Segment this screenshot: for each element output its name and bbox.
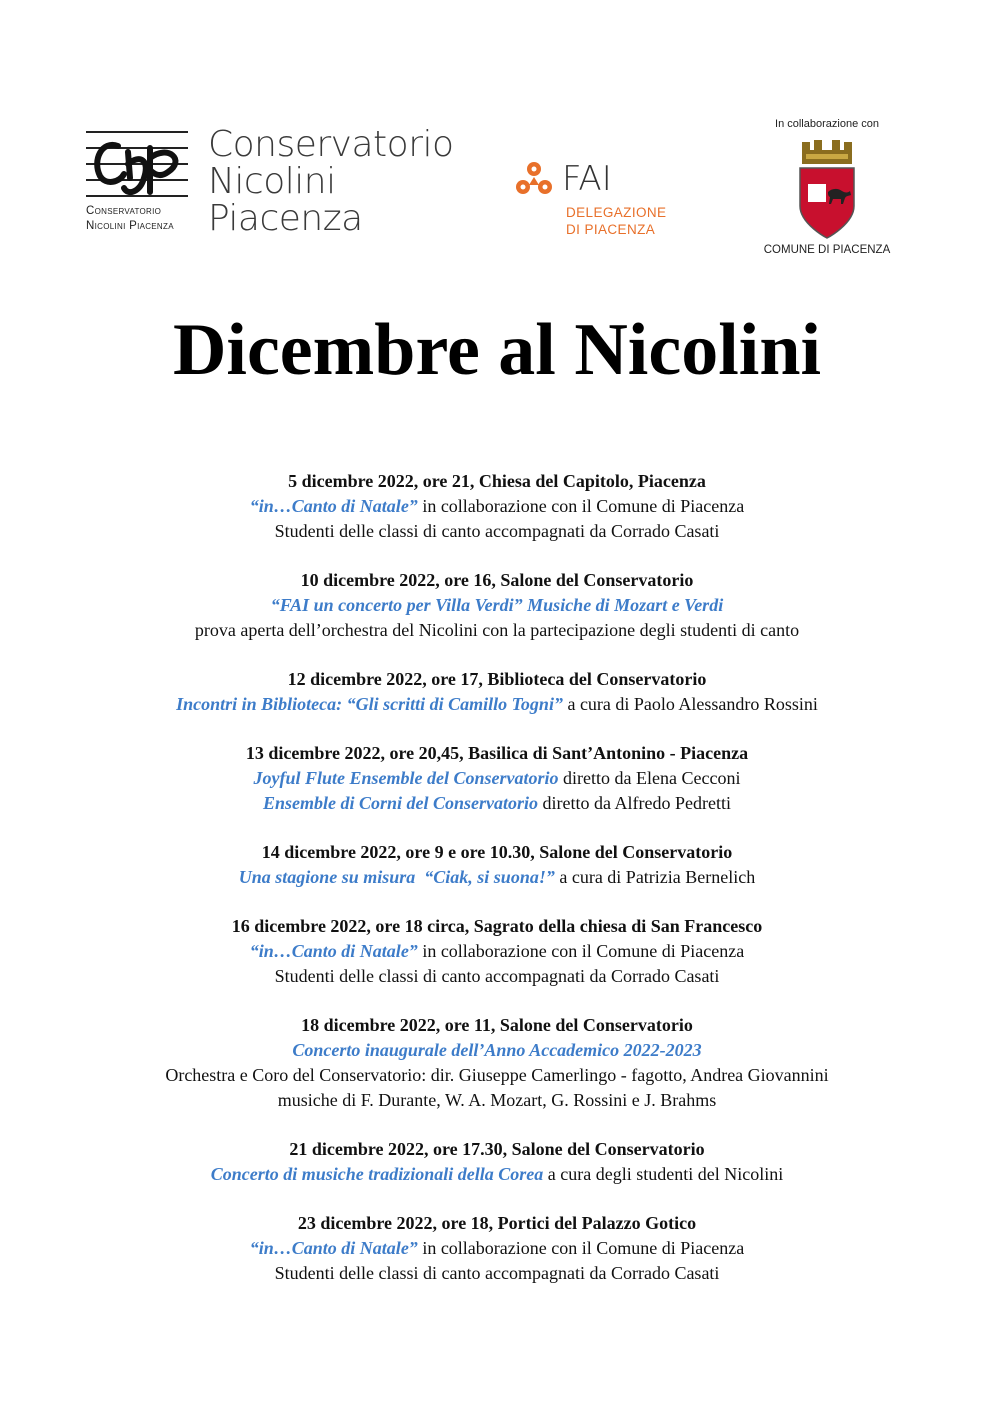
event-highlight: “in…Canto di Natale” — [249, 496, 418, 516]
event-heading: 12 dicembre 2022, ore 17, Biblioteca del Conservatorio — [287, 669, 707, 689]
collaboration-label: In collaborazione con — [775, 118, 879, 130]
event-heading: 10 dicembre 2022, ore 16, Salone del Conservatorio — [300, 570, 694, 590]
event-line — [40, 692, 954, 717]
event-text: a cura di Patrizia Bernelich — [554, 867, 756, 887]
event-line: prova aperta dell’orchestra del Nicolini con la partecipazione degli studenti di canto — [194, 620, 800, 640]
event-item — [40, 840, 954, 890]
event-line: Studenti delle classi di canto accompagnati da Corrado Casati — [274, 1263, 720, 1283]
fai-logo — [514, 160, 694, 240]
event-text: diretto da Alfredo Pedretti — [538, 793, 731, 813]
event-line: musiche di F. Durante, W. A. Mozart, G. Rossini e J. Brahms — [277, 1090, 717, 1110]
event-highlight: Concerto inaugurale dell’Anno Accademico 2022-2023 — [292, 1040, 702, 1060]
fai-delegation — [566, 204, 666, 238]
event-heading: 14 dicembre 2022, ore 9 e ore 10.30, Salone del Conservatorio — [261, 842, 733, 862]
event-highlight: Concerto di musiche tradizionali della Corea — [210, 1164, 544, 1184]
event-highlight: “in…Canto di Natale” — [249, 1238, 418, 1258]
event-line — [40, 1236, 954, 1261]
conservatorio-name-line-3: Piacenza — [208, 198, 363, 239]
comune-crest-icon — [794, 136, 860, 244]
fai-delegation-line-1: DELEGAZIONE — [566, 205, 667, 220]
conservatorio-name — [208, 126, 454, 237]
event-highlight: Incontri in Biblioteca: “Gli scritti di Camillo Togni” — [176, 694, 563, 714]
event-item — [40, 1211, 954, 1286]
event-item — [40, 1137, 954, 1187]
event-line — [40, 865, 954, 890]
event-line: Orchestra e Coro del Conservatorio: dir. Giuseppe Camerlingo - fagotto, Andrea Giovannini — [165, 1065, 829, 1085]
comune-logo — [752, 116, 902, 266]
event-text: a cura di Paolo Alessandro Rossini — [562, 694, 818, 714]
event-highlight: Joyful Flute Ensemble del Conservatorio — [253, 768, 559, 788]
conservatorio-small-line-2: Nicolini Piacenza — [86, 220, 174, 232]
event-highlight: “in…Canto di Natale” — [249, 941, 418, 961]
event-heading: 5 dicembre 2022, ore 21, Chiesa del Capitolo, Piacenza — [288, 471, 706, 491]
event-line: Studenti delle classi di canto accompagnati da Corrado Casati — [274, 521, 720, 541]
event-heading: 18 dicembre 2022, ore 11, Salone del Conservatorio — [301, 1015, 693, 1035]
comune-name: COMUNE DI PIACENZA — [763, 244, 891, 256]
event-text: in collaborazione con il Comune di Piacenza — [417, 496, 745, 516]
event-text: in collaborazione con il Comune di Piacenza — [417, 941, 745, 961]
event-text: diretto da Elena Cecconi — [558, 768, 741, 788]
event-highlight: “FAI un concerto per Villa Verdi” Musiche di Mozart e Verdi — [270, 595, 724, 615]
conservatorio-name-line-2: Nicolini — [208, 161, 336, 202]
event-line — [40, 593, 954, 618]
event-line — [40, 766, 954, 791]
event-item — [40, 667, 954, 717]
event-highlight: Una stagione su misura “Ciak, si suona!” — [238, 867, 555, 887]
conservatorio-small-line-1: Conservatorio — [86, 205, 162, 217]
event-heading: 23 dicembre 2022, ore 18, Portici del Palazzo Gotico — [297, 1213, 697, 1233]
page-title: Dicembre al Nicolini — [172, 309, 822, 391]
event-line: Studenti delle classi di canto accompagnati da Corrado Casati — [274, 966, 720, 986]
event-line — [40, 1162, 954, 1187]
event-item — [40, 741, 954, 816]
event-text: a cura degli studenti del Nicolini — [543, 1164, 784, 1184]
event-line — [40, 1038, 954, 1063]
conservatorio-logo — [84, 126, 454, 241]
event-line — [40, 494, 954, 519]
event-line — [40, 791, 954, 816]
events-list — [40, 469, 954, 1310]
event-item — [40, 469, 954, 544]
event-item — [40, 568, 954, 643]
event-heading: 21 dicembre 2022, ore 17.30, Salone del Conservatorio — [289, 1139, 705, 1159]
event-text: in collaborazione con il Comune di Piacenza — [417, 1238, 745, 1258]
event-line — [40, 939, 954, 964]
fai-delegation-line-2: DI PIACENZA — [566, 222, 656, 237]
event-heading: 16 dicembre 2022, ore 18 circa, Sagrato della chiesa di San Francesco — [231, 916, 763, 936]
event-heading: 13 dicembre 2022, ore 20,45, Basilica di Sant’Antonino - Piacenza — [245, 743, 749, 763]
event-item — [40, 914, 954, 989]
event-highlight: Ensemble di Corni del Conservatorio — [263, 793, 539, 813]
fai-title: FAI — [562, 159, 612, 199]
conservatorio-name-line-1: Conservatorio — [208, 124, 454, 165]
conservatorio-small-label — [86, 204, 196, 234]
event-item — [40, 1013, 954, 1113]
fai-flower-icon — [514, 160, 554, 200]
